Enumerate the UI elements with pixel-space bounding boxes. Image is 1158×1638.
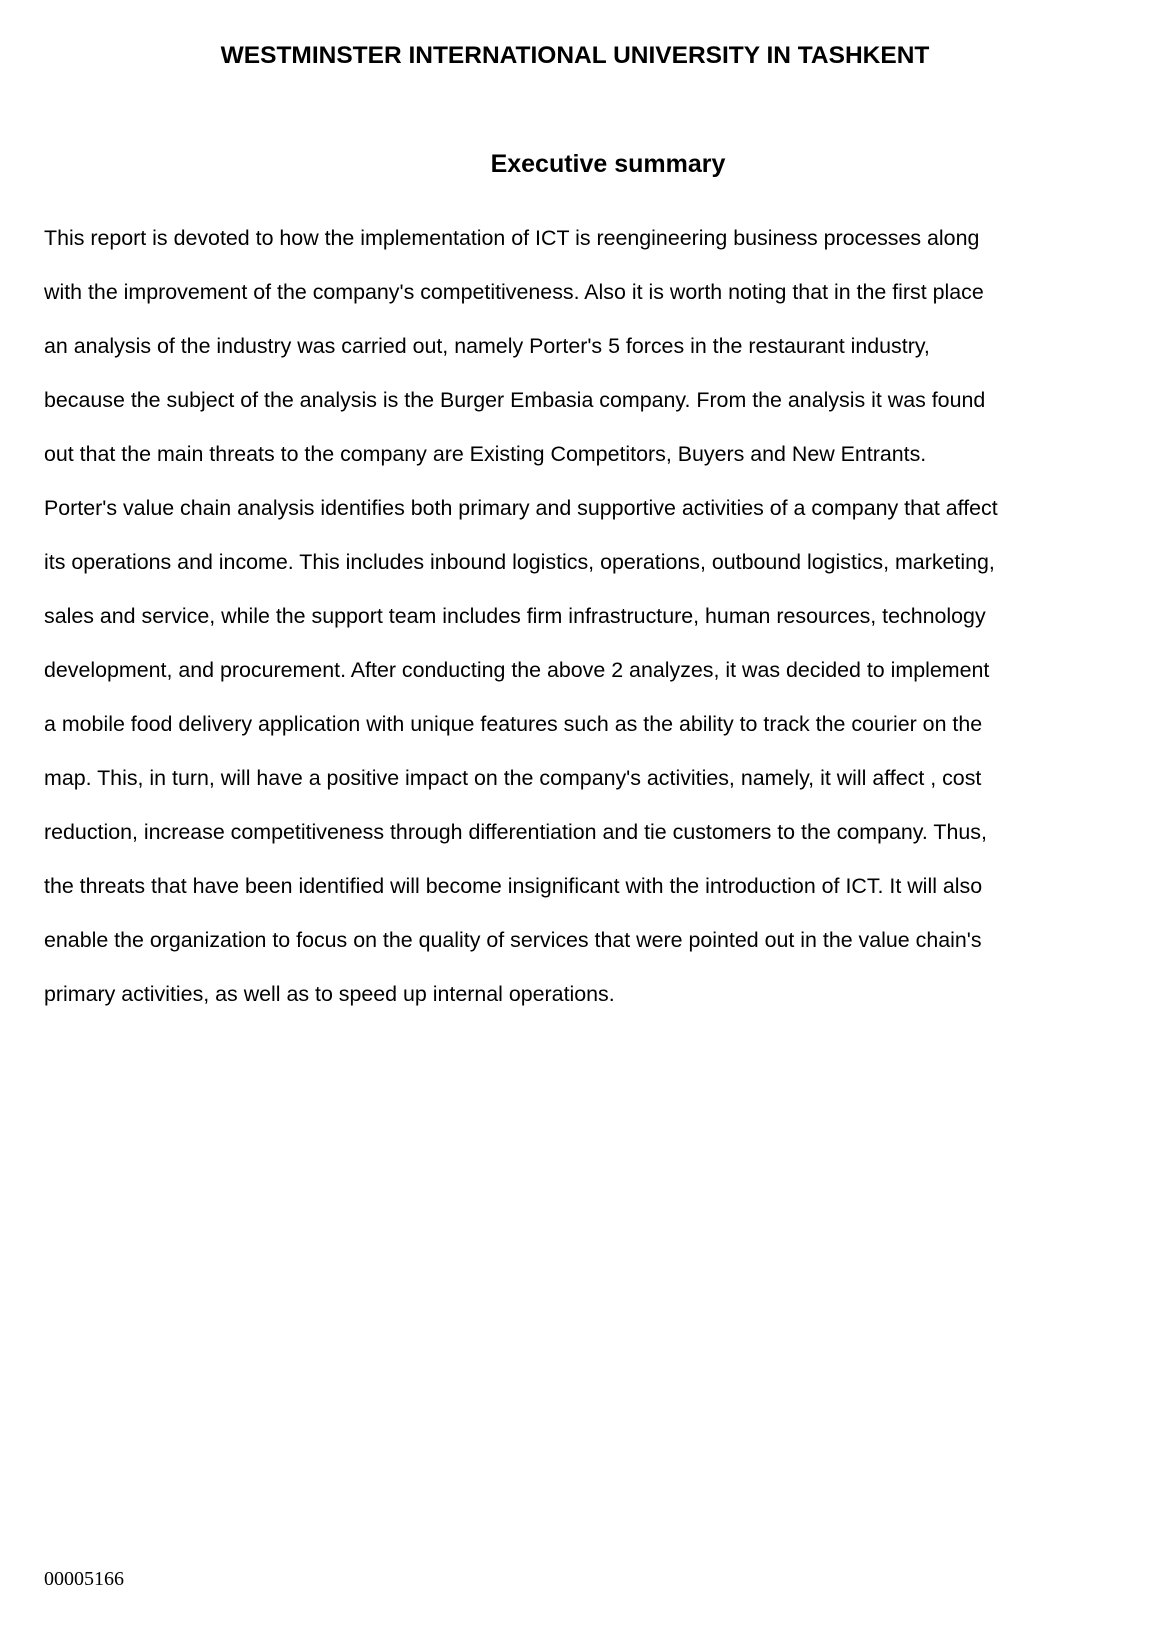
paragraph-line: an analysis of the industry was carried out, namely Porter's 5 forces in the restaurant industry, xyxy=(44,334,930,358)
executive-summary-paragraph xyxy=(44,218,1104,1028)
paragraph-line: with the improvement of the company's competitiveness. Also it is worth noting that in the first place xyxy=(44,280,984,304)
paragraph-line: out that the main threats to the company are Existing Competitors, Buyers and New Entrants. xyxy=(44,442,927,466)
university-title: WESTMINSTER INTERNATIONAL UNIVERSITY IN TASHKENT xyxy=(220,42,930,69)
paragraph-line: a mobile food delivery application with unique features such as the ability to track the courier on the xyxy=(44,712,983,736)
paragraph-line: development, and procurement. After conducting the above 2 analyzes, it was decided to implement xyxy=(44,658,990,682)
paragraph-line: Porter's value chain analysis identifies both primary and supportive activities of a company that affect xyxy=(44,496,998,520)
paragraph-line: its operations and income. This includes inbound logistics, operations, outbound logistics, marketing, xyxy=(44,550,995,574)
paragraph-line: map. This, in turn, will have a positive impact on the company's activities, namely, it will affect , cost xyxy=(44,766,982,790)
paragraph-line: This report is devoted to how the implementation of ICT is reengineering business processes along xyxy=(44,226,980,250)
paragraph-line: enable the organization to focus on the quality of services that were pointed out in the value chain's xyxy=(44,928,982,952)
paragraph-line: because the subject of the analysis is the Burger Embasia company. From the analysis it was found xyxy=(44,388,986,412)
paragraph-line: primary activities, as well as to speed up internal operations. xyxy=(44,982,615,1006)
paragraph-line: sales and service, while the support team includes firm infrastructure, human resources, technology xyxy=(44,604,986,628)
paragraph-line: the threats that have been identified will become insignificant with the introduction of ICT. It will also xyxy=(44,874,983,898)
student-id: 00005166 xyxy=(44,1568,124,1590)
section-heading: Executive summary xyxy=(490,150,726,178)
paragraph-line: reduction, increase competitiveness through differentiation and tie customers to the company. Thus, xyxy=(44,820,987,844)
